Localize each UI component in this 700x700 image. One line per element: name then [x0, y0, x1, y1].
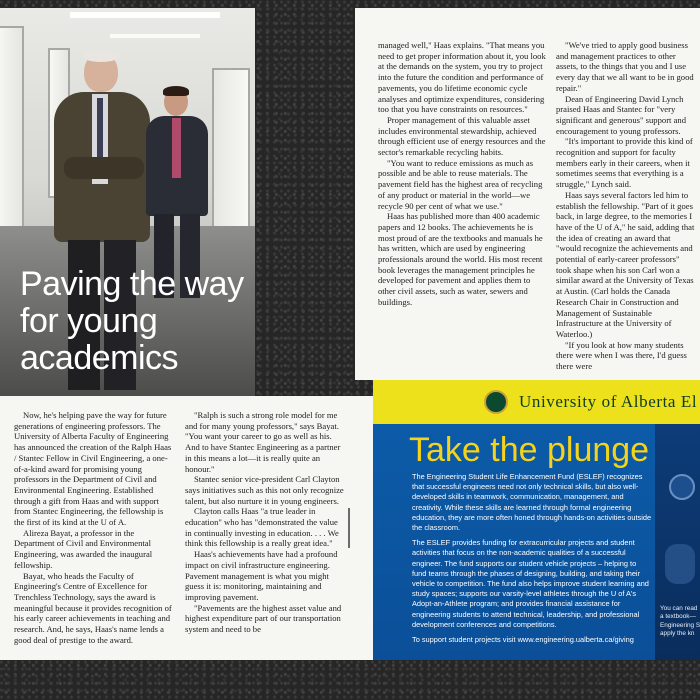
asphalt-bottom-strip [0, 660, 700, 700]
ad-link-text: To support student projects visit www.engineering.ualberta.ca/giving [412, 635, 634, 645]
ad-side-line: apply the kn [660, 630, 695, 638]
article-paragraph: Haas says several factors led him to establish the fellowship. "Part of it goes back, in large degree, to the memories I have of the U of A," he said, adding that the idea of creating an award that "would recognize the achievements and potential of early-career professors" took shape when his son Carl won a similar award at the University of Texas at Austin. (Carl holds the Canada Research Chair in Construction and Management of Sustainable Infrastructure at the University of Waterloo.) [556, 189, 695, 339]
article-paragraph: "It's important to provide this kind of recognition and support for faculty members early in their careers, when it sometimes seems that everything is a struggle," Lynch said. [556, 136, 693, 190]
university-crest-icon [484, 390, 508, 414]
ceiling-light [110, 34, 200, 38]
article-paragraph: "Pavements are the highest asset value and highest expenditure part of our transportation system and need to be [185, 602, 342, 635]
ad-headline: Take the plunge [409, 431, 650, 469]
article-paragraph: Stantec senior vice-president Carl Clayton says initiatives such as this not only recognize talent, but also nurture it in young engineers. [185, 474, 344, 506]
ad-side-line: You can read [660, 605, 698, 612]
article-paragraph: Proper management of this valuable asset includes environmental stewardship, achieved through efficient use of energy resources and the sector's remarkable recycling habits. [378, 114, 546, 158]
article-column-1 [14, 410, 174, 645]
article-paragraph: Haas's achievements have had a profound impact on civil infrastructure engineering. Pavement management is what you might guess it is: monitoring, maintaining and improving pavement. [185, 549, 338, 602]
article-paragraph: Clayton calls Haas "a true leader in education" who has "demonstrated the value in continually investing in education. . . . We think this fellowship is a really great idea." [185, 506, 339, 549]
article-column-2 [185, 410, 345, 635]
article-paragraph: managed well," Haas explains. "That means you need to get proper information about it, you look at the demands on the system, you try to project into the future the condition and performance of pavements, you do lifetime economic cycle analyses and optimize expenditures, considering too that you have constraints on resources." [378, 40, 546, 115]
article-column-3 [378, 40, 546, 308]
article-paragraph: Alireza Bayat, a professor in the Department of Civil and Environmental Engineering, was awarded the inaugural fellowship. [14, 527, 153, 570]
ad-paragraph: The Engineering Student Life Enhancement Fund (ESLEF) recognizes that successful engineers need not only technical skills, but also well-developed skills in teamwork, communication, management, and creativity. While these skills are learned through formal engineering education, they are more often honed through hands-on activities outside the classroom. [412, 472, 652, 533]
article-paragraph: "Ralph is such a strong role model for me and for many young professors," says Bayat. "You want your career to go as well as his. And to have Stantec Engineering as a partner in this means a lot—it is really quite an honour." [185, 410, 341, 474]
photo-window-left [0, 26, 24, 236]
article-paragraph: "You want to reduce emissions as much as possible and be able to reuse materials. The pavement field has the highest area of recycling of any product or material in the world—we recycle 90 per cent of what we use." [378, 157, 543, 211]
ad-university-name: University of Alberta El [519, 392, 698, 411]
ad-side-line: a textbook— [660, 613, 696, 621]
article-paragraph: Bayat, who heads the Faculty of Engineering's Centre of Excellence for Trenchless Technology, says the award is meaningful because it provides recognition of his early career achievements in teaching and research. And, he says, Haas's name lends a good deal of prestige to the award. [14, 570, 172, 645]
article-paragraph: Now, he's helping pave the way for future generations of engineering professors. The University of Alberta Faculty of Engineering has announced the creation of the Ralph Haas / Stantec Fellow in Civil Engineering, a one-of-a-kind award for promising young professors in the Department of Civil and Environmental Engineering. Established through a gift from Haas and with support from Stantec Engineering, the fellowship is the first of its kind at the U of A. [14, 410, 172, 528]
article-paragraph: Haas has published more than 400 academic papers and 12 books. The achievements he is most proud of are the textbooks and manuals he has written, which are used by engineering professionals around the world. His most recent book leverages the management principles he developed for pavement and applies them to other civil assets, such as water, sewers and buildings. [378, 211, 543, 307]
ceiling-light [70, 12, 220, 18]
article-column-4 [556, 40, 696, 372]
article-paragraph: Dean of Engineering David Lynch praised Haas and Stantec for "very significant and generous" support and encouragement to young professors. [556, 93, 686, 136]
photo-window-far [212, 68, 250, 228]
article-paragraph: "If you look at how many students there were when I was there, I'd guess there were [556, 339, 687, 372]
ad-paragraph: The ESLEF provides funding for extracurricular projects and student activities that focus on the non-academic qualities of a successful engineer. The fund supports our student vehicle projects – helping to fund teams through the phases of designing, building, and taking their vehicle to competition. The fund also helps improve student learning and study spaces; supports our varsity-level athletes through the U of A's Adopt-an-Athlete program; and provides financial assistance for engineering students to attend technical, leadership, and professional development conferences and competitions. [412, 538, 649, 629]
ad-side-line: Engineering S [660, 621, 700, 629]
ad-body [412, 472, 652, 650]
ad-side-caption [660, 605, 700, 639]
page-spine-mark [348, 508, 350, 548]
article-paragraph: "We've tried to apply good business and management practices to other assets, to the things that you and I use every day that we all want to be in good repair." [556, 40, 694, 93]
article-title: Paving the way for young academics [20, 265, 244, 377]
article-photo [0, 8, 255, 396]
